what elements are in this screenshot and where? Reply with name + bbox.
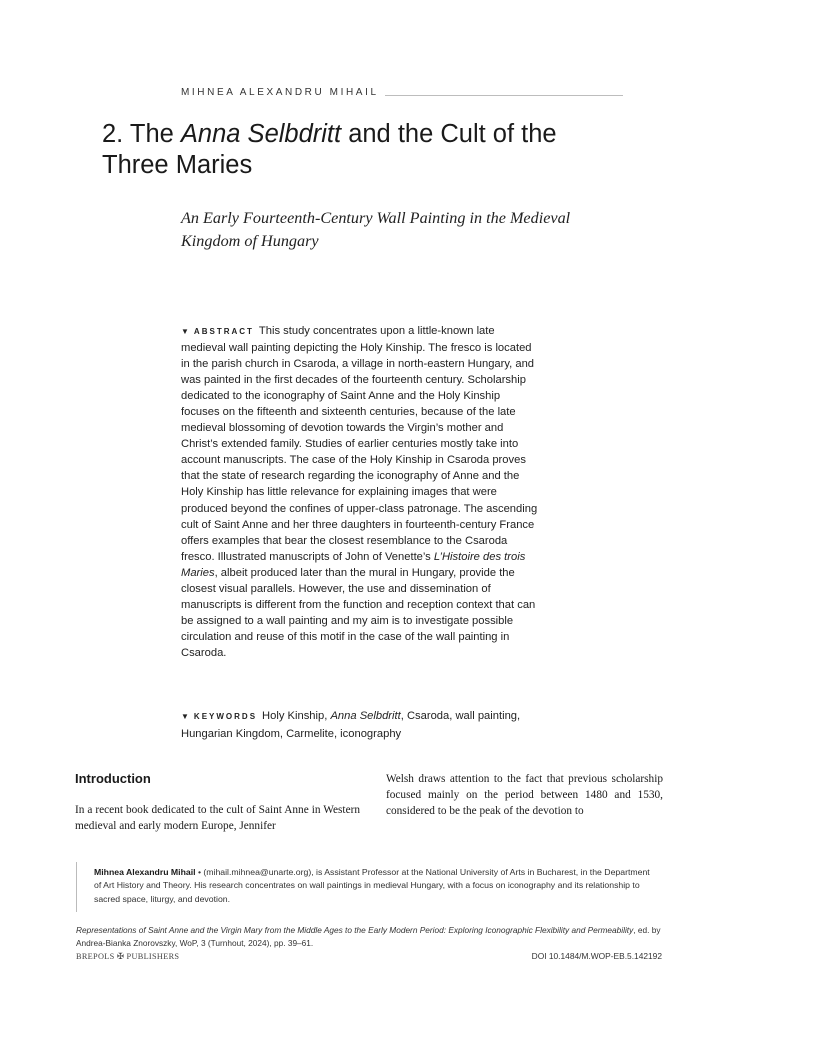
keywords-text-2: , Csaroda, wall painting, Hungarian Kingdom, Carmelite, iconography [181, 710, 521, 740]
body-text-left-column: In a recent book dedicated to the cult of Saint Anne in Western medieval and early modern Europe, Jennifer [75, 804, 360, 833]
keywords-label: KEYWORDS [193, 712, 258, 721]
keywords-text-1: Holy Kinship, [262, 710, 331, 722]
body-text-right-column: Welsh draws attention to the fact that previous scholarship focused mainly on the period between 1480 and 1530, considered to be the peak of the devotion to [386, 773, 663, 818]
title-italic: Anna Selbdritt [180, 120, 342, 148]
abstract [181, 323, 541, 661]
title-suffix: and the Cult of the Three Maries [102, 120, 557, 179]
chapter-subtitle: An Early Fourteenth-Century Wall Painting in the Medieval Kingdom of Hungary [181, 209, 571, 250]
abstract-label: ABSTRACT [193, 327, 254, 336]
abstract-text-1: This study concentrates upon a little-known late medieval wall painting depicting the Holy Kinship. The fresco is located in the parish church in Csaroda, a village in north-eastern Hungary, and was painted in the first decades of the fourteenth century. Scholarship dedicated to the iconography of Saint Anne and the Holy Kinship focuses on the fifteenth and sixteenth centuries, because of the late medieval blossoming of devotion towards the Virgin’s mother and Christ’s extended family. Studies of earlier centuries mostly take into account manuscripts. The case of the Holy Kinship in Csaroda proves that the state of research regarding the iconography of Anne and the Holy Kinship has little relevance for explaining images that were produced beyond the confines of upper-class patronage. The ascending cult of Saint Anne and her three daughters in fourteenth-century France offers examples that bear the closest resemblance to the Csaroda fresco. Illustrated manuscripts of John of Venette’s [181, 325, 538, 563]
author-note-separator: • [195, 867, 204, 877]
abstract-text-italic: L’Histoire des trois Maries [181, 550, 526, 579]
title-prefix: 2. The [102, 120, 181, 148]
keywords-italic: Anna Selbdritt [330, 710, 401, 722]
chapter-title [102, 119, 622, 181]
header-rule [385, 95, 623, 96]
section-heading-introduction: Introduction [75, 771, 151, 786]
triangle-down-icon: ▼ [181, 712, 189, 721]
citation-title: Representations of Saint Anne and the Virgin Mary from the Middle Ages to the Early Modern Period: Exploring Iconographic Flexibility and Permeability [76, 925, 634, 935]
author-note-text: (mihail.mihnea@unarte.org), is Assistant Professor at the National University of Arts in Bucharest, in the Department of Art History and Theory. His research concentrates on wall paintings in medieval Hungary, with a focus on iconography and its relationship to sacred space, liturgy, and devotion. [94, 867, 650, 904]
book-citation [76, 924, 666, 950]
author-note-name: Mihnea Alexandru Mihail [94, 867, 196, 877]
citation-details: , ed. by Andrea-Bianka Znorovszky, WoP, 3 (Turnhout, 2024), pp. 39–61. [76, 925, 661, 949]
doi: DOI 10.1484/M.WOP-EB.5.142192 [531, 951, 662, 961]
running-head-author: MIHNEA ALEXANDRU MIHAIL [181, 87, 379, 98]
author-note-rule [76, 862, 77, 912]
author-note [94, 866, 654, 906]
publisher-name: BREPOLS ✠ PUBLISHERS [76, 952, 180, 961]
abstract-text-2: , albeit produced later than the mural in Hungary, provide the closest visual parallels. However, the use and dissemination of manuscripts is different from the function and reception context that can be assigned to a wall painting and my aim is to investigate possible circulation and reuse of this motif in the case of the wall painting in Csaroda. [181, 566, 536, 659]
keywords [181, 708, 551, 742]
triangle-down-icon: ▼ [181, 327, 189, 336]
